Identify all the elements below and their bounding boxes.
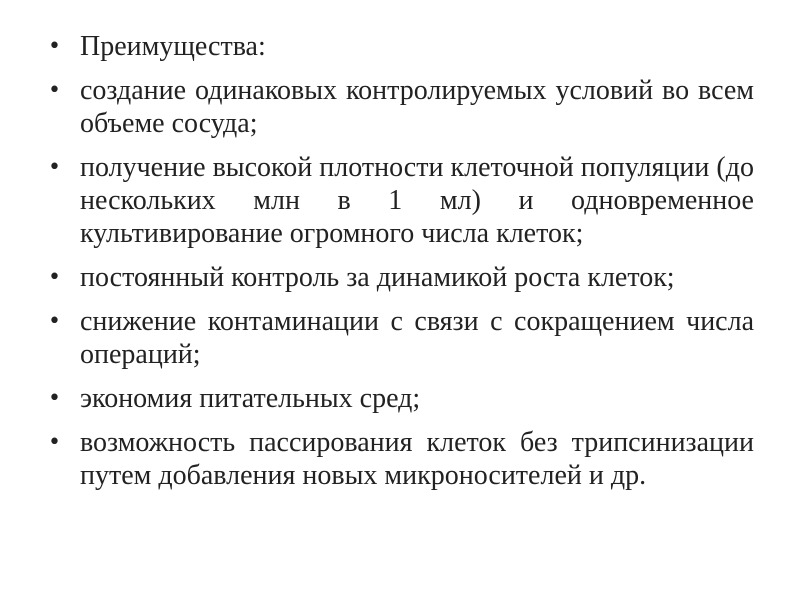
bullet-list	[48, 30, 754, 503]
bullet-icon: •	[48, 386, 61, 411]
bullet-item-media-economy	[48, 382, 754, 415]
bullet-item-reduced-contamination	[48, 305, 754, 371]
bullet-text: Преимущества:	[80, 31, 266, 62]
bullet-item-passaging	[48, 426, 754, 492]
bullet-item-advantages-heading	[48, 30, 754, 63]
bullet-text: возможность пассирования клеток без трипсинизации путем добавления новых микроносителей и др.	[80, 427, 754, 491]
bullet-item-growth-control	[48, 261, 754, 294]
bullet-item-uniform-conditions	[48, 74, 754, 140]
bullet-icon: •	[48, 309, 61, 334]
bullet-text: снижение контаминации с связи с сокращением числа операций;	[80, 306, 754, 370]
bullet-icon: •	[48, 78, 61, 103]
bullet-icon: •	[48, 34, 61, 59]
bullet-text: экономия питательных сред;	[80, 383, 421, 414]
bullet-text: создание одинаковых контролируемых условий во всем объеме сосуда;	[80, 75, 754, 139]
bullet-icon: •	[48, 430, 61, 455]
bullet-item-high-density	[48, 151, 754, 250]
bullet-text: получение высокой плотности клеточной популяции (до нескольких млн в 1 мл) и одновременное культивирование огромного числа клеток;	[80, 152, 754, 249]
bullet-icon: •	[48, 155, 61, 180]
bullet-icon: •	[48, 265, 61, 290]
bullet-text: постоянный контроль за динамикой роста клеток;	[80, 262, 675, 293]
